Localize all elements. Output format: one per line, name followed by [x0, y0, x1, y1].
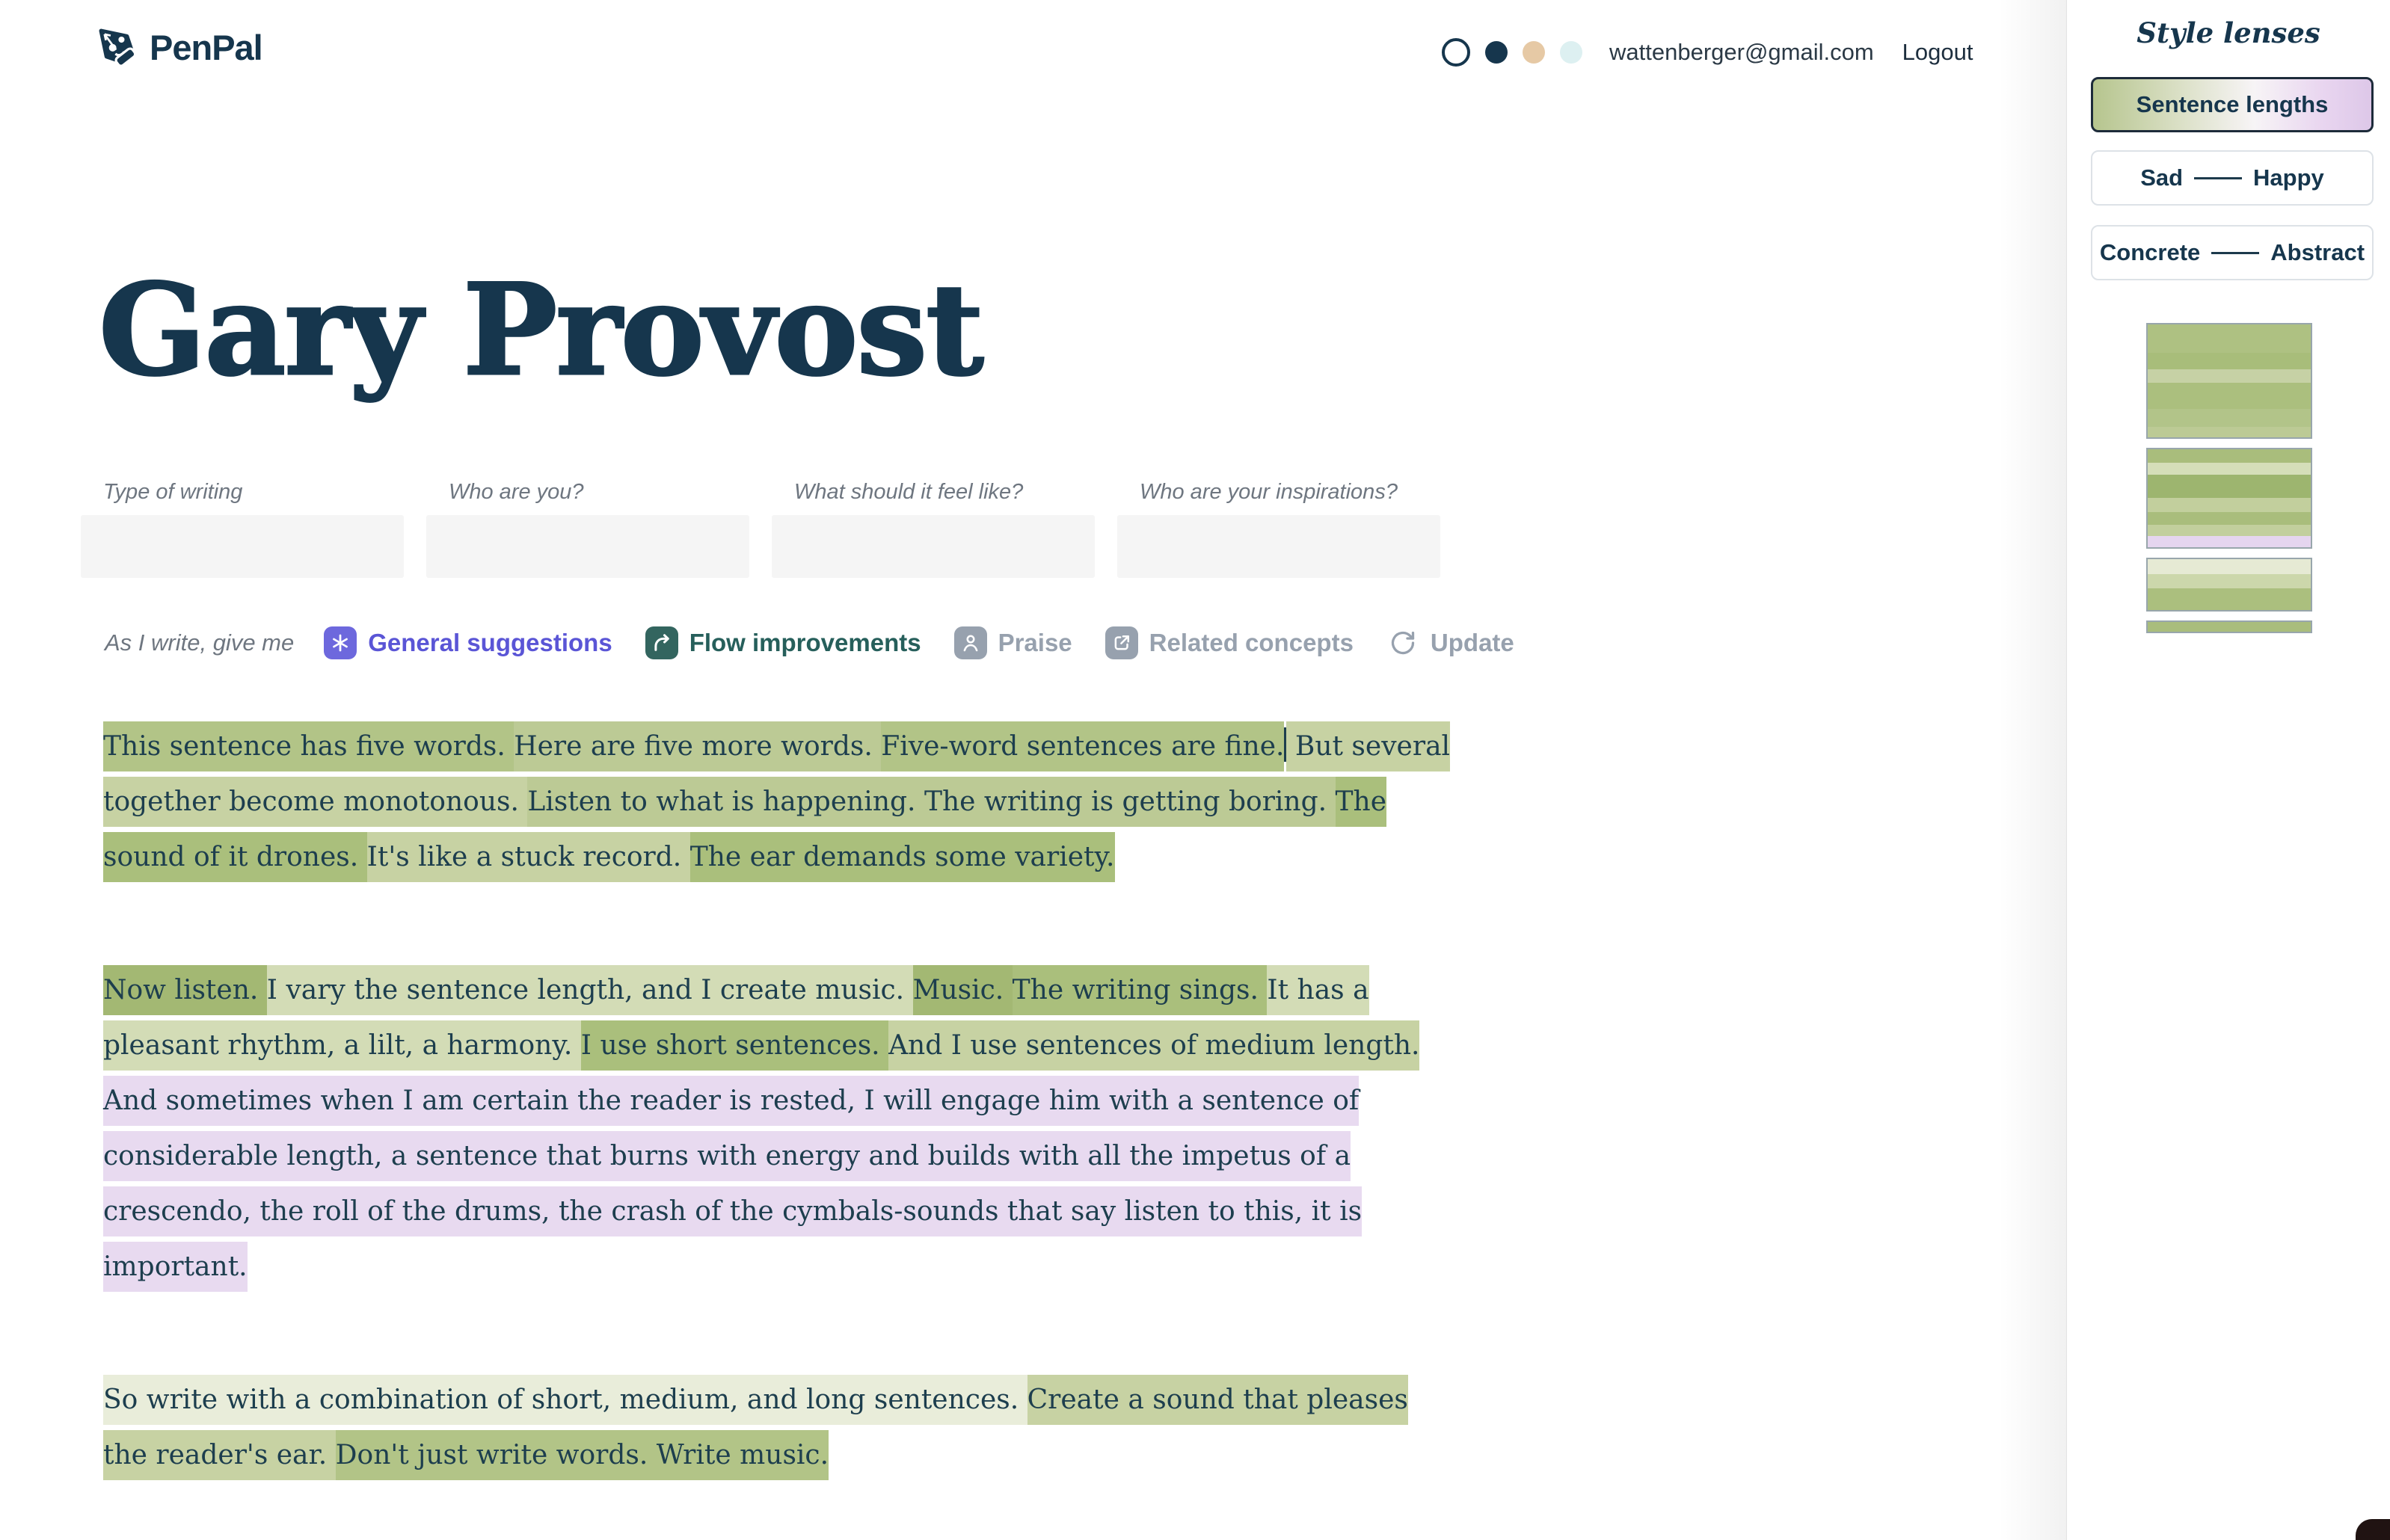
toolbar-button-label: Praise	[998, 629, 1072, 656]
prompt-feel-like	[772, 480, 1095, 578]
paragraph[interactable]	[103, 963, 1450, 1295]
sentence-highlight: pleasant rhythm, a lilt, a harmony.	[103, 1020, 581, 1071]
theme-outline-swatch[interactable]	[1442, 38, 1470, 67]
minimap-line	[2148, 622, 2311, 632]
lens-label: Sentence lengths	[2136, 91, 2329, 117]
minimap-line	[2148, 369, 2311, 383]
inspirations-input[interactable]	[1117, 515, 1440, 578]
lens-sentence-lengths[interactable]	[2091, 77, 2374, 132]
theme-tan-swatch[interactable]	[1523, 41, 1545, 64]
app-logo[interactable]	[96, 25, 262, 69]
document-minimap	[2146, 323, 2312, 642]
sentence-highlight: And sometimes when I am certain the reader is rested, I will engage him with a sentence of	[103, 1076, 1359, 1126]
sentence-highlight: So write with a combination of short, medium, and long sentences.	[103, 1375, 1027, 1425]
sentence-highlight: Here are five more words.	[514, 721, 881, 771]
external-link-icon	[1105, 626, 1138, 659]
editor[interactable]	[103, 719, 1450, 1540]
minimap-paragraph	[2146, 323, 2312, 439]
sentence-highlight: Now listen.	[103, 965, 267, 1015]
prompt-label: Who are your inspirations?	[1140, 480, 1398, 504]
text-line	[103, 1239, 1450, 1295]
corner-widget[interactable]	[2356, 1519, 2390, 1540]
sentence-highlight: The ear demands some variety.	[690, 832, 1115, 882]
sentence-highlight: I vary the sentence length, and I create music.	[267, 965, 913, 1015]
theme-pale-cyan-swatch[interactable]	[1560, 41, 1582, 64]
minimap-line	[2148, 427, 2311, 437]
sentence-highlight: The	[1336, 777, 1387, 827]
redo-arrow-icon	[645, 626, 678, 659]
minimap-line	[2148, 353, 2311, 369]
toolbar-button-label: Related concepts	[1149, 629, 1354, 656]
sentence-highlight: Create a sound that pleases	[1027, 1375, 1408, 1425]
minimap-line	[2148, 409, 2311, 427]
sentence-highlight: Listen to what is happening.	[527, 777, 924, 827]
sentence-highlight: But several	[1286, 721, 1450, 771]
minimap-line	[2148, 324, 2311, 353]
minimap-paragraph	[2146, 558, 2312, 612]
minimap-line	[2148, 498, 2311, 512]
minimap-line	[2148, 574, 2311, 588]
who-are-you-input[interactable]	[426, 515, 749, 578]
prompt-label: Type of writing	[103, 480, 243, 504]
sentence-highlight: And I use sentences of medium length.	[888, 1020, 1419, 1071]
text-line	[103, 1373, 1450, 1428]
prompt-type-of-writing	[81, 480, 404, 578]
lens-concrete-abstract[interactable]	[2091, 225, 2374, 280]
toolbar-button-label: General suggestions	[368, 629, 612, 656]
text-line	[103, 1129, 1450, 1184]
minimap-paragraph	[2146, 620, 2312, 633]
suggestion-toolbar	[105, 623, 1547, 662]
minimap-line	[2148, 512, 2311, 525]
prompt-who-are-you	[426, 480, 749, 578]
style-lenses-panel	[2066, 0, 2390, 1540]
minimap-line	[2148, 463, 2311, 475]
text-line	[103, 830, 1450, 885]
minimap-line	[2148, 449, 2311, 463]
flow-improvements-button[interactable]	[645, 626, 921, 659]
prompt-label: Who are you?	[449, 480, 584, 504]
sentence-highlight: considerable length, a sentence that burns with energy and builds with all the impetus of a	[103, 1131, 1351, 1181]
text-line	[103, 774, 1450, 830]
text-line	[103, 1184, 1450, 1239]
minimap-line	[2148, 383, 2311, 409]
sentence-highlight: sound of it drones.	[103, 832, 367, 882]
pen-nib-icon	[96, 25, 139, 69]
document-title[interactable]: Gary Provost	[99, 256, 983, 404]
minimap-line	[2148, 536, 2311, 547]
sentence-highlight: The writing is getting boring.	[924, 777, 1336, 827]
lens-scale-line	[2211, 252, 2259, 254]
lens-label-right: Abstract	[2270, 239, 2365, 265]
logo-text: PenPal	[150, 27, 262, 67]
paragraph[interactable]	[103, 719, 1450, 885]
text-line	[103, 1018, 1450, 1074]
lens-label-left: Sad	[2140, 164, 2184, 191]
sentence-highlight: The writing sings.	[1013, 965, 1268, 1015]
lens-sad-happy[interactable]	[2091, 150, 2374, 206]
feel-like-input[interactable]	[772, 515, 1095, 578]
prompt-label: What should it feel like?	[794, 480, 1024, 504]
sentence-highlight: It has a	[1267, 965, 1368, 1015]
text-line	[103, 1074, 1450, 1129]
sentence-highlight: together become monotonous.	[103, 777, 527, 827]
header-right	[1442, 30, 1973, 75]
prompt-inspirations	[1117, 480, 1440, 578]
update-button[interactable]	[1386, 626, 1514, 659]
lens-label-right: Happy	[2253, 164, 2324, 191]
minimap-line	[2148, 559, 2311, 574]
type-of-writing-input[interactable]	[81, 515, 404, 578]
lens-label-left: Concrete	[2099, 239, 2201, 265]
toolbar-prefix: As I write, give me	[105, 629, 295, 656]
lens-scale-line	[2194, 177, 2242, 179]
sentence-highlight: This sentence has five words.	[103, 721, 514, 771]
minimap-line	[2148, 475, 2311, 498]
sentence-highlight: the reader's ear.	[103, 1430, 336, 1480]
text-line	[103, 963, 1450, 1018]
person-icon	[954, 626, 987, 659]
style-lenses-title: Style lenses	[2136, 16, 2320, 49]
theme-swatches	[1442, 38, 1582, 67]
theme-navy-swatch[interactable]	[1485, 41, 1508, 64]
minimap-paragraph	[2146, 448, 2312, 549]
sentence-highlight: crescendo, the roll of the drums, the crash of the cymbals-sounds that say listen to this, it is	[103, 1186, 1362, 1236]
prompt-fields	[81, 480, 1440, 578]
sentence-highlight: Five-word sentences are fine.	[881, 721, 1284, 771]
toolbar-button-label: Flow improvements	[689, 629, 921, 656]
user-email: wattenberger@gmail.com	[1609, 39, 1874, 65]
sentence-highlight: Write music.	[657, 1430, 829, 1480]
general-suggestions-button[interactable]	[324, 626, 612, 659]
sentence-highlight: Music.	[913, 965, 1013, 1015]
minimap-line	[2148, 588, 2311, 610]
related-concepts-button[interactable]	[1105, 626, 1354, 659]
logout-link[interactable]: Logout	[1902, 39, 1973, 65]
text-line	[103, 719, 1450, 774]
toolbar-button-label: Update	[1430, 629, 1514, 656]
sentence-highlight: It's like a stuck record.	[367, 832, 690, 882]
sentence-highlight: Don't just write words.	[336, 1430, 657, 1480]
text-line	[103, 1428, 1450, 1483]
paragraph[interactable]	[103, 1373, 1450, 1483]
minimap-line	[2148, 525, 2311, 536]
sentence-highlight: important.	[103, 1242, 248, 1292]
sentence-highlight: I use short sentences.	[581, 1020, 888, 1071]
sparkle-icon	[324, 626, 357, 659]
praise-button[interactable]	[954, 626, 1072, 659]
refresh-icon	[1386, 626, 1419, 659]
